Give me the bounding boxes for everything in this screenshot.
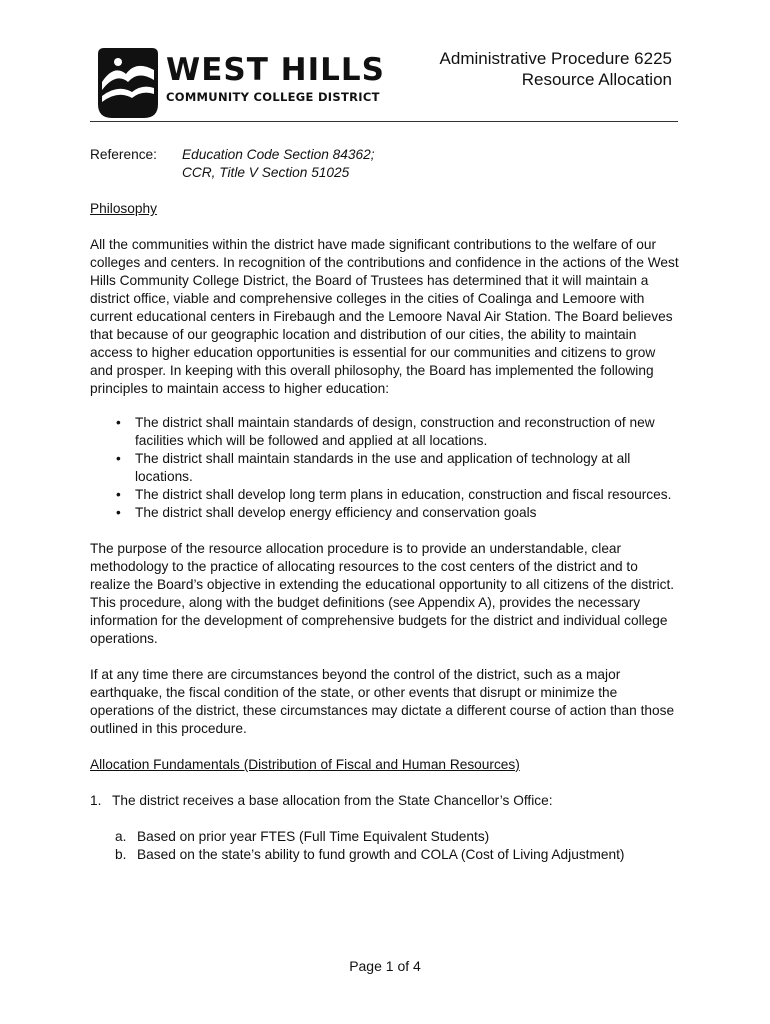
district-logo bbox=[96, 44, 386, 124]
list-item: • The district shall maintain standards in the use and application of technology at all locations. bbox=[135, 450, 680, 486]
reference-lines bbox=[182, 146, 375, 182]
circumstances-paragraph: If at any time there are circumstances beyond the control of the district, such as a major earthquake, the fiscal condition of the state, or other events that disrupt or minimize the operations of the district, these circumstances may dictate a different course of action than those outlined in this procedure. bbox=[90, 667, 675, 736]
allocation-heading: Allocation Fundamentals (Distribution of Fiscal and Human Resources) bbox=[90, 757, 520, 772]
page-number: Page 1 of 4 bbox=[349, 958, 421, 974]
logo-subtitle: COMMUNITY COLLEGE DISTRICT bbox=[166, 90, 380, 104]
list-item: • The district shall develop long term plans in education, construction and fiscal resources. bbox=[135, 486, 680, 504]
reference-line: Education Code Section 84362; bbox=[182, 147, 375, 162]
list-item: • The district shall maintain standards of design, construction and reconstruction of new facilities which will be followed and applied at all locations. bbox=[135, 414, 680, 450]
item-number: 1. bbox=[90, 793, 102, 808]
sub-item-list bbox=[90, 828, 680, 864]
procedure-number: Administrative Procedure 6225 bbox=[439, 49, 672, 68]
numbered-item bbox=[90, 792, 680, 810]
principles-list bbox=[90, 414, 680, 522]
sub-item-text: Based on the state’s ability to fund growth and COLA (Cost of Living Adjustment) bbox=[137, 847, 625, 862]
list-item: • The district shall develop energy efficiency and conservation goals bbox=[135, 504, 680, 522]
list-item bbox=[115, 828, 680, 846]
document-body bbox=[90, 146, 680, 864]
procedure-title: Resource Allocation bbox=[521, 70, 672, 89]
procedure-title-block bbox=[440, 48, 672, 90]
sub-item-letter: b. bbox=[115, 847, 127, 862]
philosophy-heading: Philosophy bbox=[90, 201, 157, 216]
list-item bbox=[115, 846, 680, 864]
logo-name: WEST HILLS bbox=[166, 52, 385, 88]
hills-emblem-icon bbox=[96, 44, 160, 120]
purpose-paragraph: The purpose of the resource allocation procedure is to provide an understandable, clear methodology to the practice of allocating resources to the cost centers of the district and to realize the Board’s objective in extending the educational opportunity to all citizens of the district. This procedure, along with the budget definitions (see Appendix A), provides the necessary information for the development of comprehensive budgets for the district and individual college operations. bbox=[90, 541, 675, 646]
reference-label: Reference: bbox=[90, 147, 157, 162]
sub-item-text: Based on prior year FTES (Full Time Equivalent Students) bbox=[137, 829, 490, 844]
header-divider bbox=[90, 121, 678, 122]
sub-item-letter: a. bbox=[115, 829, 127, 844]
philosophy-paragraph: All the communities within the district have made significant contributions to the welfare of our colleges and centers. In recognition of the contributions and confidence in the actions of the West Hills Community College District, the Board of Trustees has determined that it will maintain a district office, viable and comprehensive colleges in the cities of Coalinga and Lemoore with current educational centers in Firebaugh and the Lemoore Naval Air Station. The Board believes that because of our geographic location and distribution of our cities, the ability to maintain access to higher education opportunities is essential for our communities and citizens to grow and prosper. In keeping with this overall philosophy, the Board has implemented the following principles to maintain access to higher education: bbox=[90, 237, 679, 396]
reference-line: CCR, Title V Section 51025 bbox=[182, 165, 350, 180]
item-text: The district receives a base allocation from the State Chancellor’s Office: bbox=[112, 793, 553, 808]
reference-block bbox=[90, 146, 680, 182]
